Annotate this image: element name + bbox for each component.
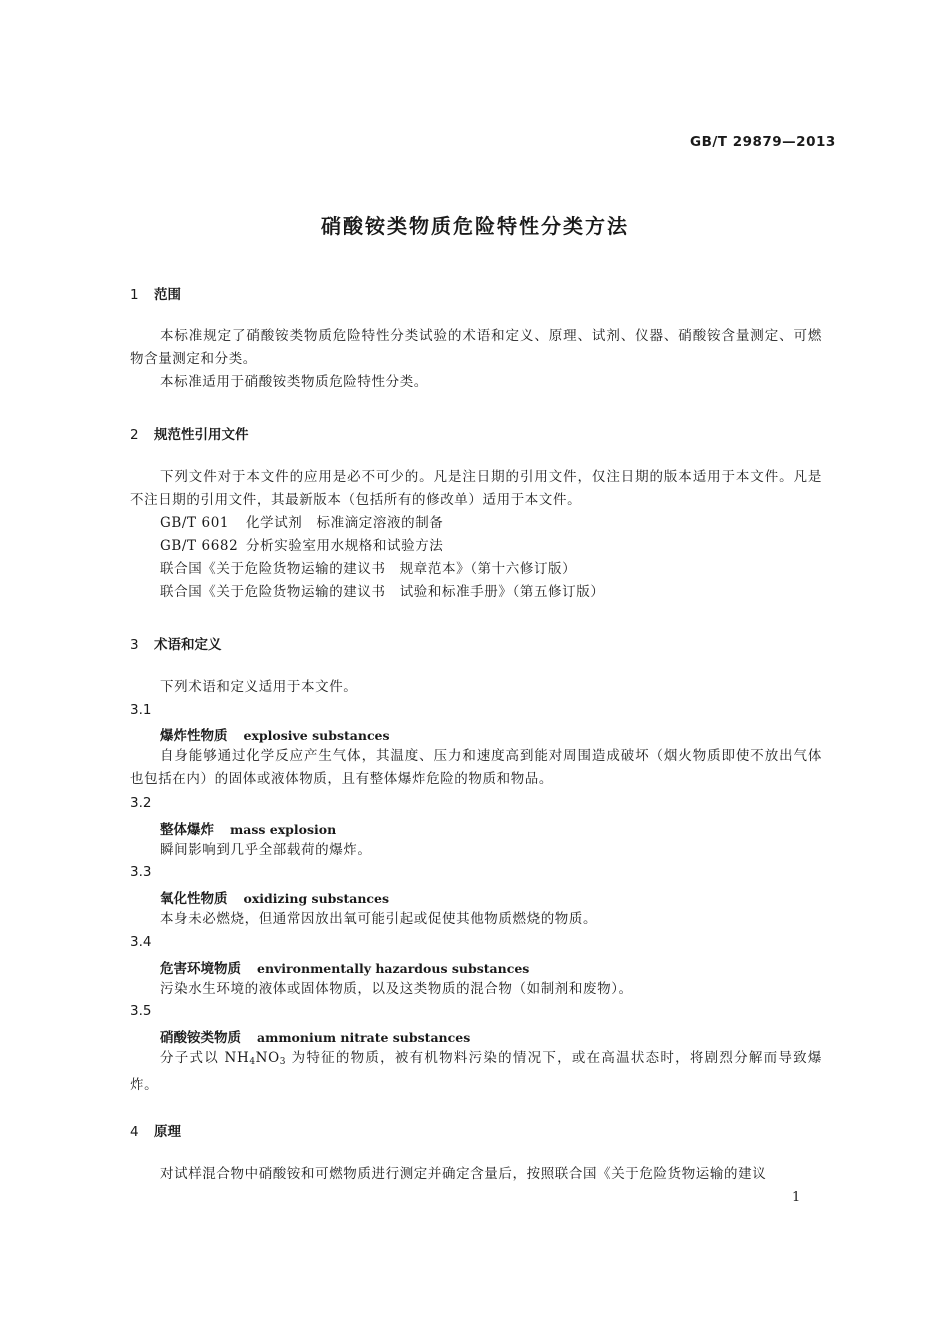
section-title: 规范性引用文件 bbox=[154, 427, 249, 443]
section-number: 2 bbox=[130, 427, 139, 443]
reference-title: 分析实验室用水规格和试验方法 bbox=[246, 538, 444, 554]
reference-code: GB/T 601 bbox=[160, 515, 230, 531]
term-chinese: 整体爆炸 bbox=[160, 822, 214, 838]
term-definition: 瞬间影响到几乎全部载荷的爆炸。 bbox=[160, 842, 372, 858]
section-title: 术语和定义 bbox=[154, 637, 222, 653]
definition-text: 为特征的物质，被有机物料污染的情况下，或在高温状态时，将剧烈分解而导致爆炸。 bbox=[130, 1050, 823, 1093]
term-english: environmentally hazardous substances bbox=[257, 961, 530, 976]
normative-reference bbox=[160, 512, 443, 535]
term-heading bbox=[160, 887, 389, 907]
term-heading bbox=[160, 957, 529, 977]
reference-title: 化学试剂 标准滴定溶液的制备 bbox=[246, 515, 444, 531]
term-english: explosive substances bbox=[243, 728, 390, 743]
section-title: 范围 bbox=[154, 287, 181, 303]
section-number: 3 bbox=[130, 637, 139, 653]
definition-text: 分子式以 NH bbox=[160, 1050, 250, 1066]
normative-reference: 联合国《关于危险货物运输的建议书 规章范本》（第十六修订版） bbox=[160, 561, 577, 577]
section-3-intro: 下列术语和定义适用于本文件。 bbox=[160, 679, 358, 695]
term-number: 3.2 bbox=[130, 795, 152, 811]
section-title: 原理 bbox=[154, 1124, 181, 1140]
term-english: mass explosion bbox=[230, 822, 337, 837]
term-chinese: 氧化性物质 bbox=[160, 891, 228, 907]
term-chinese: 硝酸铵类物质 bbox=[160, 1030, 241, 1046]
normative-reference: 联合国《关于危险货物运输的建议书 试验和标准手册》（第五修订版） bbox=[160, 584, 605, 600]
section-2-para-1: 下列文件对于本文件的应用是必不可少的。凡是注日期的引用文件，仅注日期的版本适用于本文件。凡是不注日期的引用文件，其最新版本（包括所有的修改单）适用于本文件。 bbox=[130, 469, 822, 508]
term-definition: 污染水生环境的液体或固体物质，以及这类物质的混合物（如制剂和废物）。 bbox=[160, 981, 633, 997]
section-4-para-1: 对试样混合物中硝酸铵和可燃物质进行测定并确定含量后，按照联合国《关于危险货物运输的建议 bbox=[160, 1166, 767, 1182]
term-definition: 本身未必燃烧，但通常因放出氧可能引起或促使其他物质燃烧的物质。 bbox=[160, 911, 598, 927]
normative-reference bbox=[160, 535, 443, 558]
term-english: ammonium nitrate substances bbox=[257, 1030, 471, 1045]
section-1-heading bbox=[130, 283, 181, 303]
term-chinese: 危害环境物质 bbox=[160, 961, 241, 977]
term-definition bbox=[130, 1047, 822, 1097]
term-heading bbox=[160, 818, 336, 838]
section-2-heading bbox=[130, 423, 249, 443]
section-4-heading bbox=[130, 1120, 181, 1140]
subscript: 3 bbox=[279, 1057, 287, 1067]
term-english: oxidizing substances bbox=[243, 891, 390, 906]
subscript: 4 bbox=[249, 1057, 256, 1067]
term-number: 3.5 bbox=[130, 1003, 152, 1019]
section-number: 1 bbox=[130, 287, 139, 303]
standard-code: GB/T 29879—2013 bbox=[690, 134, 836, 150]
doc-title: 硝酸铵类物质危险特性分类方法 bbox=[321, 214, 629, 238]
section-1-para-1: 本标准规定了硝酸铵类物质危险特性分类试验的术语和定义、原理、试剂、仪器、硝酸铵含量测定、可燃物含量测定和分类。 bbox=[130, 328, 822, 367]
definition-text: NO bbox=[255, 1050, 280, 1066]
term-definition: 自身能够通过化学反应产生气体，其温度、压力和速度高到能对周围造成破坏（烟火物质即使不放出气体也包括在内）的固体或液体物质，且有整体爆炸危险的物质和物品。 bbox=[130, 748, 822, 787]
term-chinese: 爆炸性物质 bbox=[160, 728, 228, 744]
term-number: 3.1 bbox=[130, 702, 152, 718]
section-number: 4 bbox=[130, 1124, 139, 1140]
term-heading bbox=[160, 724, 390, 744]
term-heading bbox=[160, 1026, 470, 1046]
term-number: 3.4 bbox=[130, 934, 152, 950]
term-number: 3.3 bbox=[130, 864, 152, 880]
page-number: 1 bbox=[792, 1190, 801, 1205]
reference-code: GB/T 6682 bbox=[160, 538, 239, 554]
section-3-heading bbox=[130, 633, 222, 653]
section-1-para-2: 本标准适用于硝酸铵类物质危险特性分类。 bbox=[160, 374, 428, 390]
